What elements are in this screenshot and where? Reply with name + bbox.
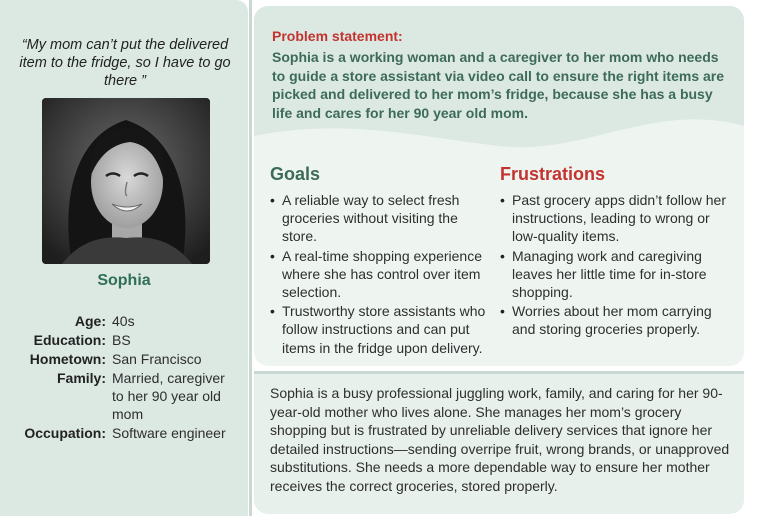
detail-education [18,331,242,349]
detail-label: Hometown: [29,351,106,367]
persona-name: Sophia [97,272,151,289]
persona-details [18,312,242,443]
goals-heading: Goals [270,164,321,184]
detail-label: Occupation: [24,425,106,441]
persona-summary: Sophia is a busy professional juggling work, family, and caring for her 90-year-old mother who lives alone. She manages her mom’s grocery shopping but is frustrated by unreliable delivery services that ignore her detailed instructions—sending overripe fruit, wrong brands, or unapproved substitutions. She needs a more dependable way to ensure her mother receives the correct groceries, stored properly. [270,385,730,494]
detail-value: 40s [112,313,135,329]
frustration-item: • Worries about her mom carrying and storing groceries properly. [500,302,728,338]
goal-item: • A reliable way to select fresh groceries without visiting the store. [270,191,492,246]
frustrations-heading: Frustrations [500,164,606,184]
goals-list [270,191,492,357]
goals-section [270,164,492,358]
persona-quote: “My mom can’t put the delivered item to the fridge, so I have to go there ” [19,37,231,89]
detail-label: Age: [74,313,106,329]
frustrations-section [500,164,728,340]
detail-label: Family: [56,370,106,386]
goals-frustrations-panel [254,6,744,366]
persona-photo [42,98,210,264]
detail-occupation [18,424,242,442]
summary-panel [254,374,744,514]
detail-hometown [18,350,242,368]
detail-family [18,369,242,423]
problem-title: Problem statement: [272,28,403,44]
persona-portrait-illustration [42,98,210,264]
frustrations-list [500,191,728,339]
persona-panel [0,0,248,516]
goal-item: • Trustworthy store assistants who follow instructions and can put items in the fridge upon delivery. [270,302,492,357]
detail-value: Software engineer [112,425,226,441]
detail-value: BS [112,332,131,348]
detail-label: Education: [33,332,106,348]
detail-value: San Francisco [112,351,202,367]
frustration-item: • Past grocery apps didn’t follow her instructions, leading to wrong or low-quality items. [500,191,728,246]
detail-value: Married, caregiver to her 90 year old mom [112,370,225,422]
frustration-item: • Managing work and caregiving leaves her little time for in-store shopping. [500,247,728,302]
problem-text: Sophia is a working woman and a caregiver to her mom who needs to guide a store assistant via video call to ensure the right items are picked and delivered to her mom’s fridge, because she has a busy life and cares for her 90 year old mom. [272,49,725,121]
detail-age [18,312,242,330]
goal-item: • A real-time shopping experience where she has control over item selection. [270,247,492,302]
